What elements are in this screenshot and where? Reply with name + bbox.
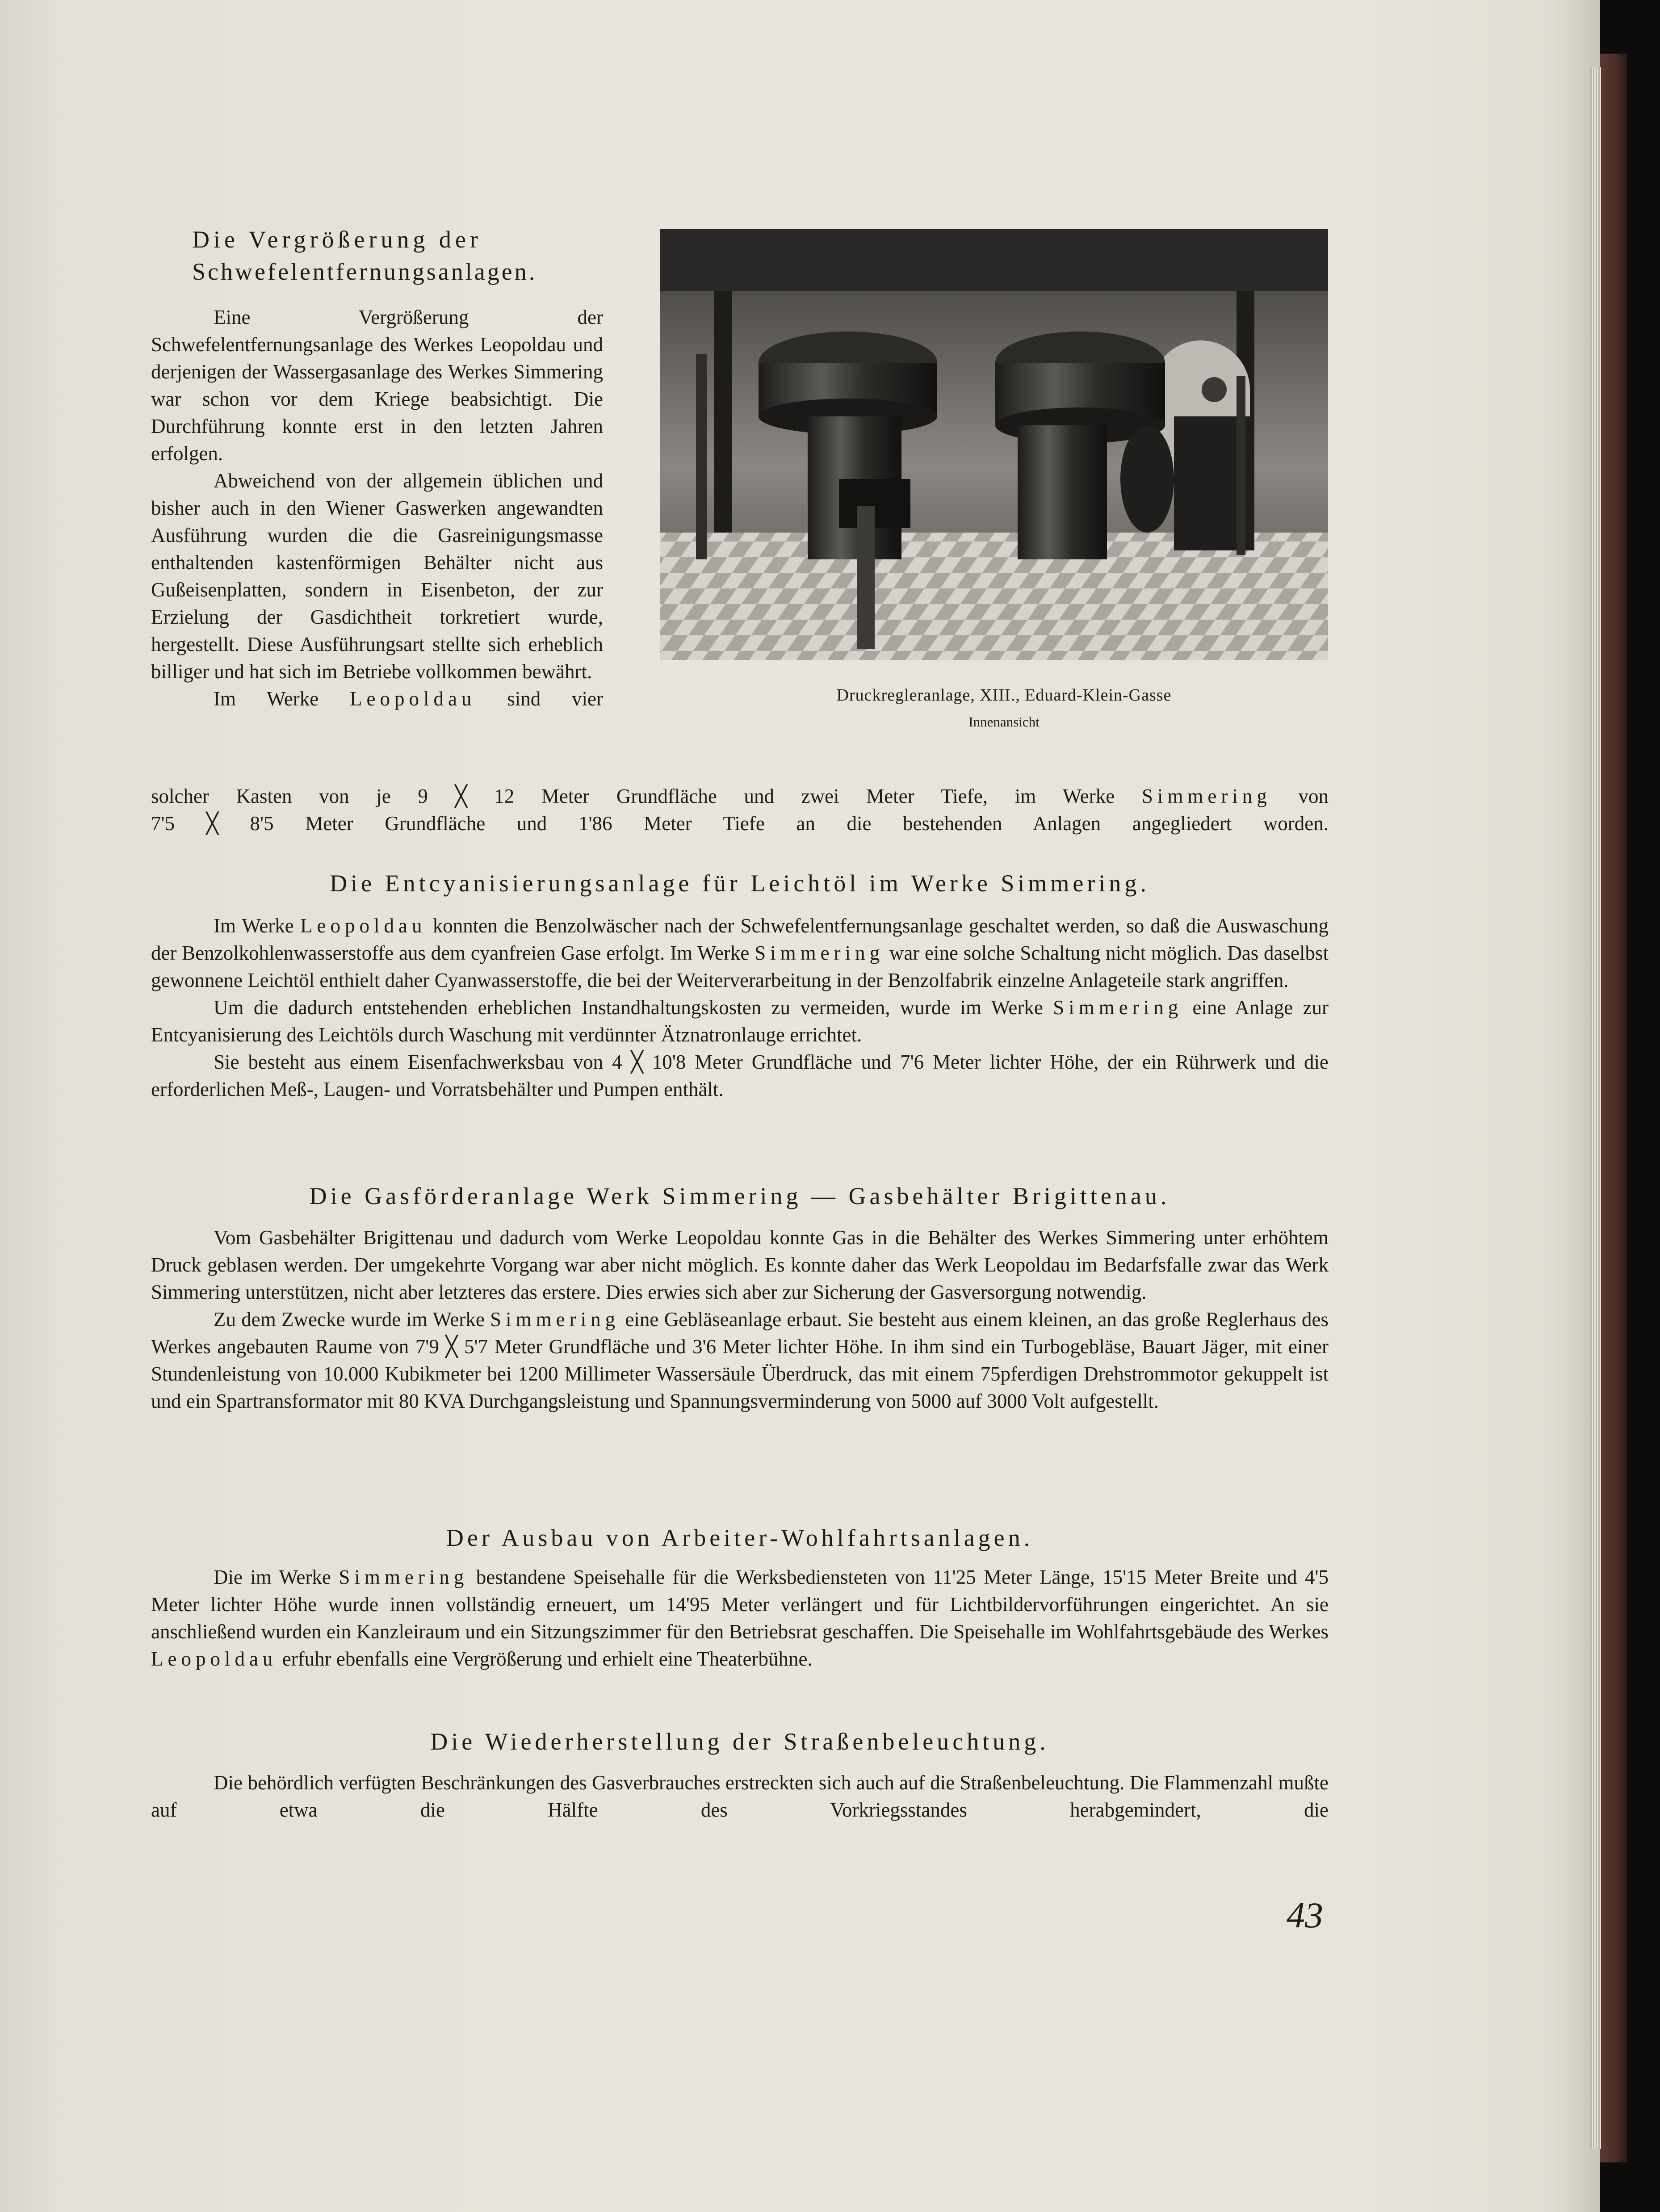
section-heading-strassenbeleuchtung: Die Wiederherstellung der Straßenbeleuchtung. xyxy=(430,1728,1049,1755)
paragraph: Sie besteht aus einem Eisenfachwerksbau von 4 ╳ 10'8 Meter Grundfläche und 7'6 Meter lichter Höhe, der ein Rührwerk und die erforderlichen Meß-, Laugen- und Vorratsbehälter und Pumpen enthält. xyxy=(151,1051,1329,1100)
section-1-continuation: solcher Kasten von je 9 ╳ 12 Meter Grundfläche und zwei Meter Tiefe, im Werke Simmering von 7'5 ╳ 8'5 Meter Grundfläche und 1'86 Meter Tiefe an die bestehenden Anlagen angegliedert worden. xyxy=(151,783,1329,837)
section-4-body xyxy=(151,1564,1329,1673)
page-stack-edge xyxy=(1590,67,1601,2149)
paragraph: Die im Werke Simmering bestandene Speisehalle für die Werksbediensteten von 11'25 Meter Länge, 15'15 Meter Breite und 4'5 Meter lichter Höhe wurde innen vollständig erneuert, um 14'95 Meter verlängert und für Lichtbildervorführungen eingerichtet. An sie anschließend wurden ein Kanzleiraum und ein Sitzungszimmer für den Betriebsrat geschaffen. Die Speisehalle im Wohlfahrtsgebäude des Werkes Leopoldau erfuhr ebenfalls eine Vergrößerung und erhielt eine Theaterbühne. xyxy=(151,1566,1329,1670)
paragraph: Eine Vergrößerung der Schwefelentfernungsanlage des Werkes Leopoldau und derjenigen der Wassergasanlage des Werkes Simmering war schon vor dem Kriege beabsichtigt. Die Durchführung konnte erst in den letzten Jahren erfolgen. xyxy=(151,306,603,465)
section-5-body xyxy=(151,1769,1329,1824)
heading-line-1: Die Vergrößerung der xyxy=(192,226,482,253)
paragraph: Die behördlich verfügten Beschränkungen des Gasverbrauches erstreckten sich auch auf die Straßenbeleuchtung. Die Flammenzahl mußte auf etwa die Hälfte des Vorkriegsstandes herabgemindert, die xyxy=(151,1771,1329,1821)
paragraph: Im Werke Leopoldau sind vier xyxy=(214,688,603,710)
figure-subcaption: Innenansicht xyxy=(968,714,1040,730)
paragraph: Zu dem Zwecke wurde im Werke Simmering eine Gebläseanlage erbaut. Sie besteht aus einem kleinen, an das große Reglerhaus des Werkes angebauten Raume von 7'9 ╳ 5'7 Meter Grundfläche und 3'6 Meter lichter Höhe. In ihm sind ein Turbogebläse, Bauart Jäger, mit einer Stundenleistung von 10.000 Kubikmeter bei 1200 Millimeter Wassersäule Überdruck, das mit einem 75pferdigen Drehstrommotor gekuppelt ist und ein Spartransformator mit 80 KVA Durchgangsleistung und Spannungsverminderung von 5000 auf 3000 Volt aufgestellt. xyxy=(151,1308,1329,1412)
figure-photo-druckregleranlage xyxy=(660,229,1328,660)
section-2-body xyxy=(151,912,1329,1103)
section-heading-entcyanisierung: Die Entcyanisierungsanlage für Leichtöl im Werke Simmering. xyxy=(330,870,1150,897)
photo-illustration xyxy=(660,229,1328,660)
paragraph: Vom Gasbehälter Brigittenau und dadurch vom Werke Leopoldau konnte Gas in die Behälter des Werkes Simmering unter erhöhtem Druck geblasen werden. Der umgekehrte Vorgang war aber nicht möglich. Es konnte daher das Werk Leopoldau im Bedarfsfalle zwar das Werk Simmering unterstützen, nicht aber letzteres das erstere. Dies erwies sich aber zur Sicherung der Gasversorgung notwendig. xyxy=(151,1226,1329,1303)
book-cover-edge xyxy=(1600,54,1627,2162)
section-heading-gasfoerderanlage: Die Gasförderanlage Werk Simmering — Gasbehälter Brigittenau. xyxy=(309,1183,1170,1209)
section-3-body xyxy=(151,1224,1329,1415)
section-heading-schwefelentfernung xyxy=(192,223,639,288)
paragraph: Um die dadurch entstehenden erheblichen Instandhaltungskosten zu vermeiden, wurde im Werke Simmering eine Anlage zur Entcyanisierung des Leichtöls durch Waschung mit verdünnter Ätznatronlauge errichtet. xyxy=(151,996,1329,1046)
section-1-column xyxy=(151,304,603,713)
emphasis-leopoldau: Leopoldau xyxy=(350,688,476,710)
paragraph: Abweichend von der allgemein üblichen und bisher auch in den Wiener Gaswerken angewandten Ausführung wurden die die Gasreinigungsmasse enthaltenden kastenförmigen Behälter nicht aus Gußeisenplatten, sondern in Eisenbeton, der zur Erzielung der Gasdichtheit torkretiert wurde, hergestellt. Diese Ausführungsart stellte sich erheblich billiger und hat sich im Betriebe vollkommen bewährt. xyxy=(151,470,603,683)
page-number: 43 xyxy=(1287,1895,1323,1935)
heading-line-2: Schwefelentfernungsanlagen. xyxy=(192,258,537,285)
figure-caption: Druckregleranlage, XIII., Eduard-Klein-Gasse xyxy=(836,686,1172,705)
text-line: 7'5 ╳ 8'5 Meter Grundfläche und 1'86 Meter Tiefe an die bestehenden Anlagen angegliedert worden. xyxy=(151,812,1329,835)
paragraph: Im Werke Leopoldau konnten die Benzolwäscher nach der Schwefelentfernungsanlage geschaltet werden, so daß die Auswaschung der Benzolkohlenwasserstoffe aus dem cyanfreien Gase erfolgt. Im Werke Simmering war eine solche Schaltung nicht möglich. Das daselbst gewonnene Leichtöl enthielt daher Cyanwasserstoffe, die bei der Weiterverarbeitung in der Benzolfabrik einzelne Anlageteile stark angriffen. xyxy=(151,915,1329,991)
emphasis-simmering: Simmering xyxy=(1141,785,1271,807)
section-heading-wohlfahrtsanlagen: Der Ausbau von Arbeiter-Wohlfahrtsanlagen. xyxy=(446,1524,1034,1551)
